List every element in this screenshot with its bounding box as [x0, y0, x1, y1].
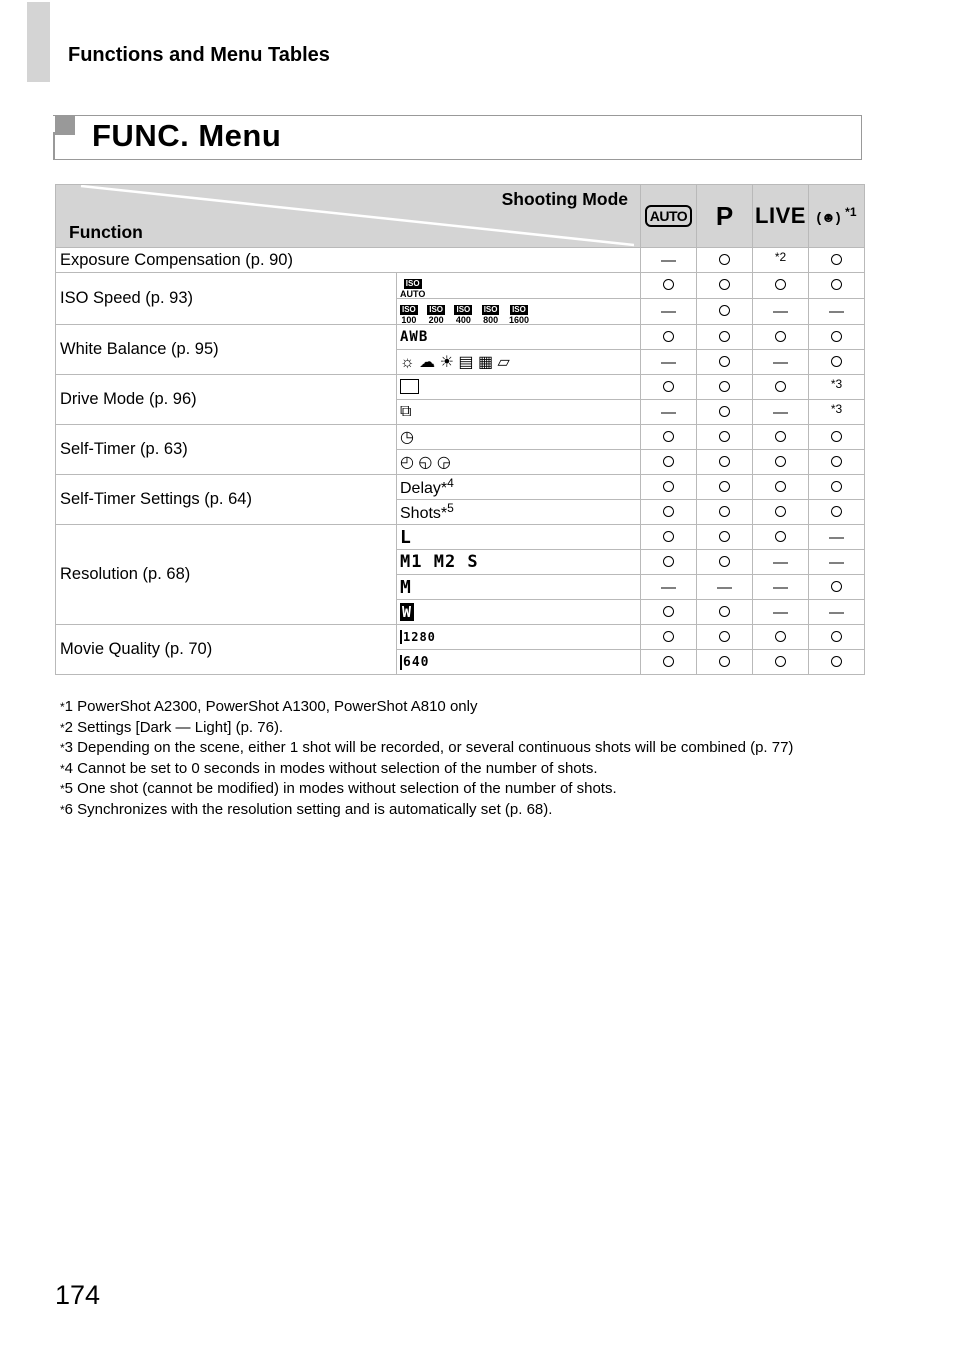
- table-row: [56, 525, 865, 550]
- row-label: Movie Quality (p. 70): [56, 625, 397, 675]
- tungsten-icon: ☀: [439, 354, 454, 371]
- cell-circle: [697, 299, 753, 325]
- cell-circle: [697, 248, 753, 273]
- row-label: Resolution (p. 68): [56, 525, 397, 625]
- cell-circle: [753, 450, 809, 475]
- cell-circle: [641, 525, 697, 550]
- single-shot-icon: [397, 375, 641, 400]
- cell-dash: —: [753, 400, 809, 425]
- cell-dash: —: [641, 400, 697, 425]
- mode-p-icon: P: [697, 185, 753, 248]
- daylight-icon: ☼: [400, 354, 415, 371]
- awb-icon: AWB: [397, 325, 641, 350]
- cell-circle: [697, 425, 753, 450]
- iso-auto-icon: ISO AUTO: [397, 273, 641, 299]
- cell-circle: [697, 325, 753, 350]
- table-row: [56, 375, 865, 400]
- cell-circle: [641, 550, 697, 575]
- footnote: *3 Depending on the scene, either 1 shot will be recorded, or several continuous shots will be combined (p. 77): [60, 739, 794, 756]
- cell-dash: —: [641, 299, 697, 325]
- cell-dash: —: [641, 248, 697, 273]
- function-label: Function: [69, 222, 143, 242]
- cell-circle: [753, 475, 809, 500]
- delay-setting: Delay*$^4$: [397, 475, 641, 500]
- cell-circle: [641, 273, 697, 299]
- cell-circle: [641, 625, 697, 650]
- resolution-l-icon: L: [397, 525, 641, 550]
- row-label: ISO Speed (p. 93): [56, 273, 397, 325]
- cell-circle: [753, 525, 809, 550]
- timer-custom-icon: ◶: [436, 454, 451, 471]
- footnotes: [60, 697, 793, 820]
- cell-dash: —: [809, 550, 865, 575]
- cell-circle: [753, 500, 809, 525]
- footnote: *4 Cannot be set to 0 seconds in modes without selection of the number of shots.: [60, 759, 598, 777]
- cell-dash: —: [809, 299, 865, 325]
- self-timer-off-icon: ◷: [397, 425, 641, 450]
- cell-circle: [809, 350, 865, 375]
- cell-circle: [697, 550, 753, 575]
- cell-circle: [809, 650, 865, 675]
- cell-circle: [753, 650, 809, 675]
- cell-circle: [641, 500, 697, 525]
- cell-dash: —: [809, 525, 865, 550]
- shooting-mode-label: Shooting Mode: [501, 189, 628, 209]
- fluorescent-icon: ▤: [458, 354, 474, 371]
- resolution-m-icon: M: [397, 575, 641, 600]
- fluorescent-h-icon: ▦: [477, 354, 494, 371]
- side-tab: [27, 2, 50, 82]
- table-row: [56, 425, 865, 450]
- cell-dash: —: [641, 350, 697, 375]
- iso-100-icon: ISO 100: [401, 305, 417, 325]
- mode-auto-icon: AUTO: [641, 185, 697, 248]
- table-row: [56, 475, 865, 500]
- row-label: Exposure Compensation (p. 90): [56, 248, 641, 273]
- table-row: [56, 248, 865, 273]
- iso-200-icon: ISO 200: [428, 305, 444, 325]
- cell-circle: [697, 400, 753, 425]
- cell-circle: [697, 450, 753, 475]
- cell-circle: [641, 450, 697, 475]
- cell-dash: —: [753, 600, 809, 625]
- row-label: Drive Mode (p. 96): [56, 375, 397, 425]
- cell-circle: [641, 325, 697, 350]
- cell-circle: [809, 273, 865, 299]
- cell-circle: [697, 525, 753, 550]
- iso-1600-icon: ISO 1600: [508, 305, 529, 325]
- cell-circle: [641, 650, 697, 675]
- cell-circle: [809, 325, 865, 350]
- movie-1280-icon: 1280: [397, 625, 641, 650]
- table-header-row: [56, 185, 865, 248]
- cell-note: *2: [753, 248, 809, 273]
- cell-circle: [697, 475, 753, 500]
- shots-setting: Shots*$^5$: [397, 500, 641, 525]
- timer-10s-icon: ◴: [400, 454, 414, 471]
- func-menu-table: [55, 184, 865, 675]
- footnote: *2 Settings [Dark — Light] (p. 76).: [60, 718, 284, 736]
- resolution-m1-m2-s-icons: M1 M2 S: [397, 550, 641, 575]
- mode-portrait-icon: (☻) $^{*1}$: [809, 185, 865, 248]
- footnote: *5 One shot (cannot be modified) in modes without selection of the number of shots.: [60, 780, 617, 797]
- cell-dash: —: [809, 600, 865, 625]
- cell-circle: [641, 475, 697, 500]
- cell-circle: [753, 625, 809, 650]
- cell-circle: [753, 375, 809, 400]
- cell-circle: [641, 375, 697, 400]
- cell-dash: —: [753, 299, 809, 325]
- cell-circle: [641, 600, 697, 625]
- row-label: White Balance (p. 95): [56, 325, 397, 375]
- cell-note: *3: [809, 400, 865, 425]
- movie-640-icon: 640: [397, 650, 641, 675]
- cell-dash: —: [641, 575, 697, 600]
- cell-circle: [697, 350, 753, 375]
- cell-dash: —: [697, 575, 753, 600]
- cell-dash: —: [753, 350, 809, 375]
- row-label: Self-Timer (p. 63): [56, 425, 397, 475]
- table-row: [56, 625, 865, 650]
- cell-dash: —: [753, 550, 809, 575]
- self-timer-options-icons: [397, 450, 641, 475]
- iso-values-icons: [397, 299, 641, 325]
- cell-circle: [697, 650, 753, 675]
- cell-circle: [809, 575, 865, 600]
- cell-circle: [697, 375, 753, 400]
- cell-circle: [809, 500, 865, 525]
- cell-circle: [809, 425, 865, 450]
- row-label: Self-Timer Settings (p. 64): [56, 475, 397, 525]
- continuous-shot-icon: ⧉: [397, 400, 641, 425]
- iso-400-icon: ISO 400: [455, 305, 471, 325]
- cell-circle: [753, 273, 809, 299]
- cell-circle: [809, 475, 865, 500]
- timer-2s-icon: ◵: [418, 454, 433, 471]
- cell-circle: [697, 500, 753, 525]
- wb-preset-icons: [397, 350, 641, 375]
- cell-dash: —: [753, 575, 809, 600]
- page-number: 174: [55, 1280, 101, 1310]
- cell-circle: [641, 425, 697, 450]
- cell-circle: [753, 425, 809, 450]
- section-label: Functions and Menu Tables: [68, 44, 330, 66]
- footnote: *1 PowerShot A2300, PowerShot A1300, PowerShot A810 only: [60, 698, 478, 715]
- cell-circle: [697, 600, 753, 625]
- cell-note: *3: [809, 375, 865, 400]
- cell-circle: [753, 325, 809, 350]
- table-row: [56, 273, 865, 299]
- cell-circle: [697, 625, 753, 650]
- mode-live-icon: LIVE: [753, 185, 809, 248]
- cloudy-icon: ☁: [419, 354, 436, 371]
- title-bar: [53, 132, 81, 159]
- table-row: [56, 325, 865, 350]
- cell-circle: [809, 450, 865, 475]
- resolution-w-icon: W: [397, 600, 641, 625]
- iso-800-icon: ISO 800: [483, 305, 499, 325]
- cell-circle: [697, 273, 753, 299]
- cell-circle: [809, 625, 865, 650]
- footnote: *6 Synchronizes with the resolution setting and is automatically set (p. 68).: [60, 800, 553, 818]
- header-diagonal-cell: [56, 185, 641, 248]
- page-title: FUNC. Menu: [92, 118, 282, 153]
- cell-circle: [809, 248, 865, 273]
- custom-wb-icon: ▱: [497, 354, 510, 371]
